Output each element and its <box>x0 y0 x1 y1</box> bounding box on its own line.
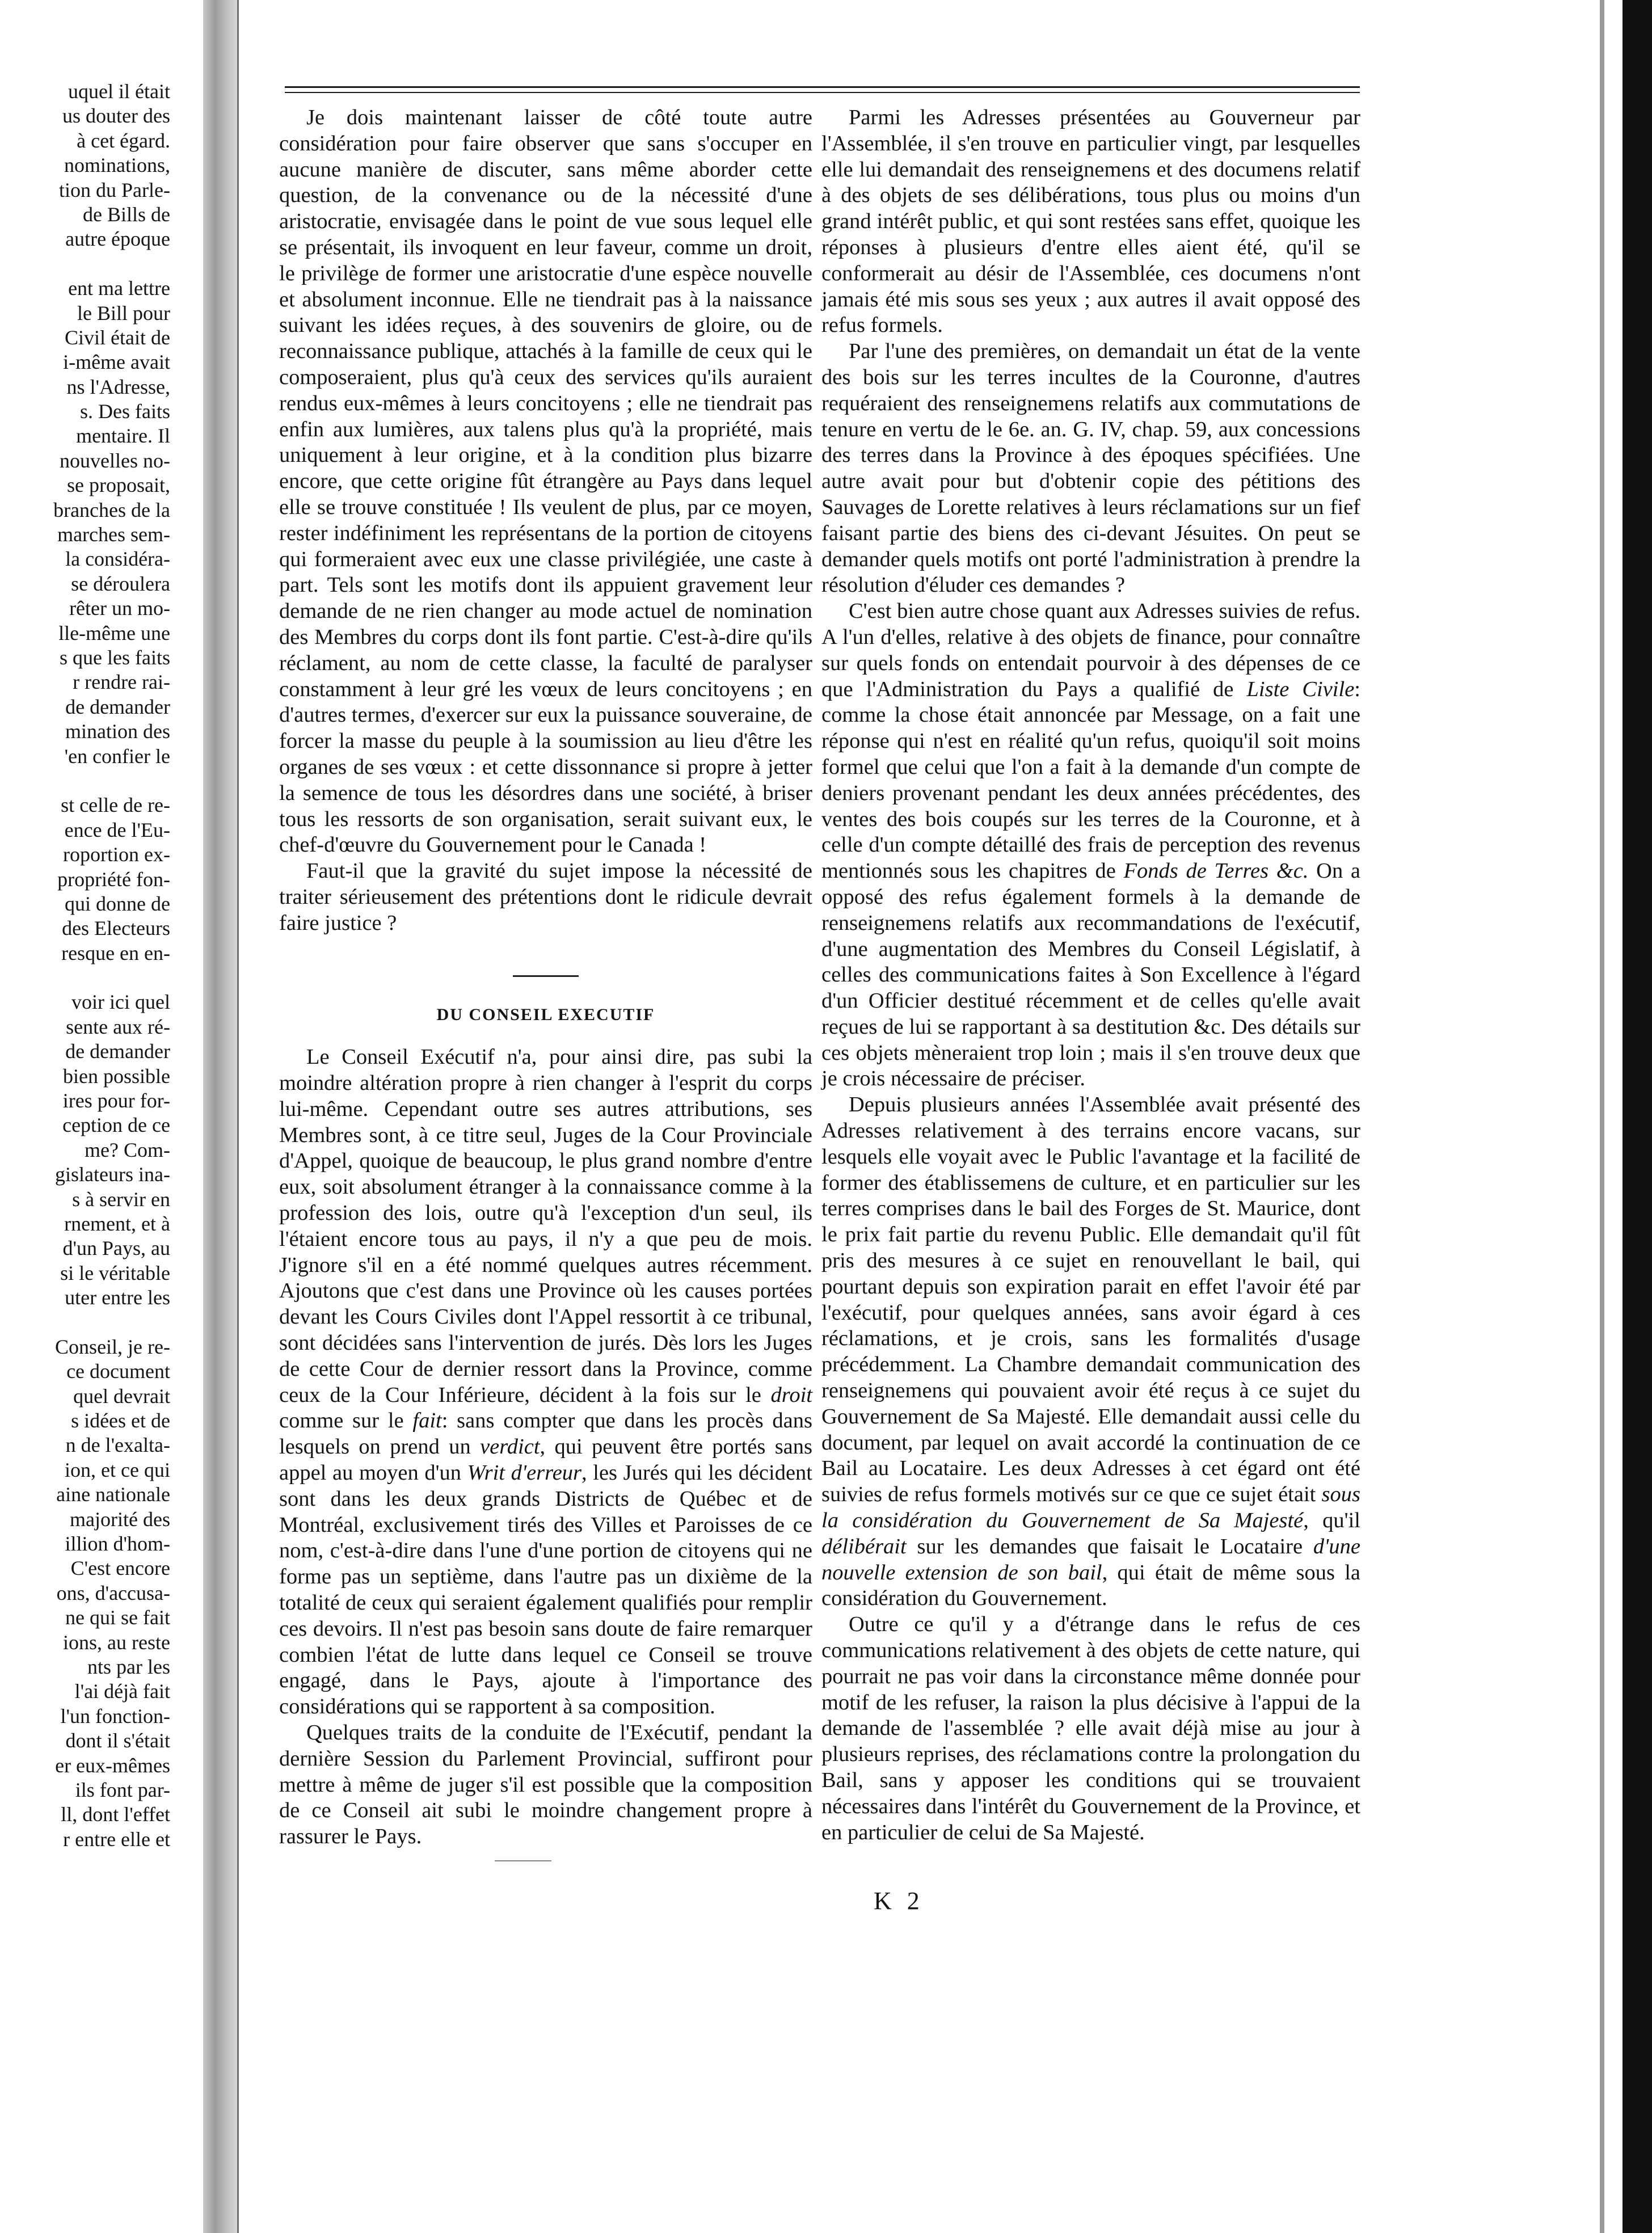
fragment-line: illion d'hom- <box>65 1532 170 1556</box>
fragment-line: le Bill pour <box>77 301 170 325</box>
fragment-line: mentaire. Il <box>76 424 170 448</box>
fragment-line: tion du Parle- <box>59 178 170 201</box>
paragraph-faut-il: Faut-il que la gravité du sujet impose la nécessité de traiter sérieusement des prétentions dont le ridicule devrait faire justice ? <box>279 859 812 935</box>
fragment-line: qui donne de <box>65 892 170 915</box>
paragraph-premieres: Par l'une des premières, on demandait un état de la vente des bois sur les terres incultes de la Couronne, d'autres requéraient des renseignemens relatifs aux commutations de tenure en vertu de le 6e. an. G. IV, chap. 59, aux concessions des terres dans la Province à des époques spécifiées. Une autre avait pour but d'obtenir copie des pétitions des Sauvages de Lorette relatives à leurs réclamations sur un fief faisant partie des biens des ci-devant Jésuites. On peut se demander quels motifs ont porté l'administration à prendre la résolution d'éluder ces demandes ? <box>821 339 1360 597</box>
fragment-line: ence de l'Eu- <box>64 818 170 841</box>
fragment-line: l'ai déjà fait <box>74 1680 170 1703</box>
fragment-line: rêter un mo- <box>69 597 170 620</box>
paragraph-refus: C'est bien autre chose quant aux Adresses suivies de refus. A l'un d'elles, relative à des objets de finance, pour connaître sur quels fonds on entendait pourvoir à des dépenses de ce que l'Administration du Pays a qualifié de Liste Civile: comme la chose était annoncée par Message, on a fait une réponse qui n'est en réalité qu'un refus, quoiqu'il soit moins formel que celui que l'on a fait à la demande d'un compte de deniers provenant pendant les deux années précédentes, des ventes des bois coupés sur les terres de la Couronne, et à celle d'un compte détaillé des frais de perception des revenus mentionnés sous les chapitres de Fonds de Terres &c. On a opposé des refus également formels à la demande de renseignemens relatifs aux recommandations de l'exécutif, d'une augmentation des Membres du Conseil Législatif, à celles des communications faites à Son Excellence à l'égard d'un Officier destitué récemment et de celles qu'elle avait reçues de lui se rapportant à sa destitution &c. Des détails sur ces objets mèneraient trop loin ; mais il s'en trouve deux que je crois nécessaire de préciser. <box>821 599 1360 1091</box>
section-divider <box>513 975 579 977</box>
fragment-line: ne qui se fait <box>65 1606 170 1629</box>
fragment-line: ce document <box>66 1360 170 1383</box>
paragraph-adresses: Parmi les Adresses présentées au Gouverneur par l'Assemblée, il s'en trouve en particulier vingt, par lesquelles elle lui demandait des renseignemens et des documens relatif à des objets de ses délibérations, tous plus ou moins d'un grand intérêt public, et qui sont restées sans effet, quoique les réponses à plusieurs d'entre elles aient été, qu'il se conformerait au désir de l'Assemblée, ces documens n'ont jamais été mis sous ses yeux ; aux autres il avait opposé des refus formels. <box>821 106 1360 338</box>
fragment-line <box>0 966 170 990</box>
text-column-left <box>279 105 812 1861</box>
fragment-line: s que les faits <box>60 646 170 669</box>
fragment-line: s. Des faits <box>80 400 170 423</box>
fragment-line: roportion ex- <box>63 843 170 866</box>
fragment-line: rnement, et à <box>64 1212 170 1235</box>
paragraph-conseil-executif: Le Conseil Exécutif n'a, pour ainsi dire, pas subi la moindre altération propre à rien changer à l'esprit du corps lui-même. Cependant outre ses autres attributions, ses Membres sont, à ce titre seul, Juges de la Cour Provinciale d'Appel, quoique de beaucoup, le plus grand nombre d'entre eux, soit absolument étranger à la connaissance comme à la profession des lois, outre qu'à l'exception d'un seul, ils l'étaient encore tous au pays, il n'y a que peu de mois. J'ignore s'il en a été nommé quelques autres récemment. Ajoutons que c'est dans une Province où les causes portées devant les Cours Civiles dont l'Appel ressortit à ce tribunal, sont décidées sans l'intervention de jurés. Dès lors les Juges de cette Cour de dernier ressort dans la Province, comme ceux de la Cour Inférieure, décident à la fois sur le droit comme sur le fait: sans compter que dans les procès dans lesquels on prend un verdict, qui peuvent être portés sans appel au moyen d'un Writ d'erreur, les Jurés qui les décident sont dans les deux grands Districts de Québec et de Montréal, exclusivement tirés des Villes et Paroisses de ce nom, c'est-à-dire dans l'une d'une portion de citoyens qui ne forme pas un septième, dans l'autre pas un dixième de la totalité de ceux qui seraient également qualifiés pour remplir ces devoirs. Il n'est pas besoin sans doute de faire remarquer combien l'état de lutte dans lequel ce Conseil se trouve engagé, dans le Pays, ajoute à l'importance des considérations qui se rapportent à sa composition. <box>279 1045 813 1719</box>
paragraph-terrains-vacans: Depuis plusieurs années l'Assemblée avait présenté des Adresses relativement à des terrains encore vacans, sur lesquels elle voyait avec le Public l'avantage et la facilité de former des établissemens de culture, et en particulier sur les terres comprises dans le bail des Forges de St. Maurice, dont le prix fait partie du revenu Public. Elle demandait qu'il fût pris des mesures à ce sujet en renouvellant le bail, qui pourtant depuis son expiration parait en effet l'avoir été par l'exécutif, pour quelques années, sans avoir égard à ces réclamations, et je crois, sans les formalités d'usage précédemment. La Chambre demandait communication des renseignemens qui pouvaient avoir été reçus à ce sujet du Gouvernement de Sa Majesté. Elle demandait aussi celle du document, par lequel on avait accordé la continuation de ce Bail au Locataire. Les deux Adresses à cet égard ont été suivies de refus formels motivés sur ce que ce sujet était sous la considération du Gouvernement de Sa Majesté, qu'il délibérait sur les demandes que faisait le Locataire d'une nouvelle extension de son bail, qui était de même sous la considération du Gouvernement. <box>821 1093 1360 1611</box>
fragment-line: r entre elle et <box>63 1827 170 1851</box>
fragment-line: l'un fonction- <box>60 1704 170 1728</box>
fragment-line: s à servir en <box>72 1187 170 1211</box>
fragment-line: ion, et ce qui <box>65 1458 170 1481</box>
fragment-line: Civil était de <box>65 326 170 349</box>
fragment-line: me? Com- <box>85 1138 170 1161</box>
fragment-line: n de l'exalta- <box>65 1434 170 1457</box>
fragment-line: ons, d'accusa- <box>56 1581 170 1604</box>
fragment-line: dont il s'était <box>65 1729 170 1752</box>
fragment-line: uter entre les <box>65 1286 170 1309</box>
fragment-line: r rendre rai- <box>73 671 170 694</box>
fragment-line: ll, dont l'effet <box>61 1803 170 1826</box>
header-rule <box>285 86 1360 93</box>
fragment-line: de Bills de <box>83 203 170 226</box>
fragment-line: nouvelles no- <box>60 449 170 472</box>
fragment-line: à cet égard. <box>77 129 170 152</box>
adjacent-page-fragment <box>0 79 170 1852</box>
fragment-line: marches sem- <box>57 523 170 546</box>
fragment-line: s idées et de <box>71 1409 170 1433</box>
fragment-line: ils font par- <box>75 1778 170 1801</box>
fragment-line: er eux-mêmes <box>55 1754 170 1777</box>
paragraph-quelques-traits: Quelques traits de la conduite de l'Exécutif, pendant la dernière Session du Parlement Provincial, suffiront pour mettre à même de juger s'il est possible que la composition de ce Conseil ait subi le moindre changement propre à rassurer le Pays. <box>279 1721 812 1849</box>
fragment-line: lle-même une <box>58 621 170 644</box>
fragment-line: propriété fon- <box>57 867 170 891</box>
fragment-line: ent ma lettre <box>68 277 170 300</box>
fragment-line: des Electeurs <box>62 917 170 940</box>
fragment-line: Conseil, je re- <box>55 1335 170 1358</box>
fragment-line <box>0 1311 170 1335</box>
fragment-line: autre époque <box>65 227 170 251</box>
fragment-line <box>0 252 170 276</box>
fragment-line: C'est encore <box>70 1557 170 1580</box>
fragment-line: mination des <box>65 720 170 743</box>
fragment-line: d'un Pays, au <box>62 1237 170 1260</box>
fragment-line: ires pour for- <box>62 1089 170 1113</box>
fragment-line: quel devrait <box>73 1384 170 1408</box>
fragment-line: ns l'Adresse, <box>66 375 170 398</box>
fragment-line: si le véritable <box>60 1261 170 1284</box>
fragment-line: st celle de re- <box>61 794 170 817</box>
fragment-line: us douter des <box>62 104 170 128</box>
scan-edge-border <box>1622 0 1652 2233</box>
fragment-line: branches de la <box>53 498 170 521</box>
fragment-line: bien possible <box>63 1064 170 1088</box>
fragment-line: aine nationale <box>56 1483 170 1506</box>
fragment-line: 'en confier le <box>64 744 170 768</box>
fragment-line: de demander <box>65 695 170 718</box>
fragment-line: majorité des <box>70 1507 170 1531</box>
paragraph-aristocratie: Je dois maintenant laisser de côté toute autre considération pour faire observer que sans s'occuper en aucune manière de discuter, sans même aborder cette question, de la convenance ou de la nécessité d'une aristocratie, envisagée dans le point de vue sous lequel elle se présentait, ils invoquent en leur faveur, comme un droit, le privilège de former une aristocratie d'une espèce nouvelle et absolument inconnue. Elle ne tiendrait pas à la naissance suivant les idées reçues, à des souvenirs de gloire, ou de reconnaissance publique, attachés à la famille de ceux qui le composeraient, plus qu'à ceux des services qu'ils auraient rendus eux-mêmes à leurs concitoyens ; elle ne tiendrait pas enfin aux lumières, aux talens plus qu'à la propriété, mais uniquement à leur origine, et à la condition plus bizarre encore, que cette origine fût étrangère au Pays dans lequel elle se trouve constituée ! Ils veulent de plus, par ce moyen, rester indéfiniment les représentans de la portion de citoyens qui formeraient avec eux une classe privilégiée, une caste à part. Tels sont les motifs dont ils appuient gravement leur demande de ne rien changer au mode actuel de nomination des Membres du corps dont ils font partie. C'est-à-dire qu'ils réclament, au nom de cette classe, la faculté de paralyser constamment à leur gré les vœux de leurs concitoyens ; en d'autres termes, d'exercer sur eux la puissance souveraine, de forcer la masse du peuple à la soumission au lieu d'être les organes de ses vœux : et cette dissonnance si propre à jetter la semence de tous les désordres dans une société, à briser tous les ressorts de son organisation, serait suivant eux, le chef-d'œuvre du Gouvernement pour le Canada ! <box>279 106 812 857</box>
fragment-line: uquel il était <box>68 80 170 103</box>
fragment-line: nominations, <box>64 154 170 177</box>
section-heading: DU CONSEIL EXECUTIF <box>436 1005 655 1024</box>
fragment-line: resque en en- <box>61 941 170 964</box>
fragment-line: la considéra- <box>65 547 170 571</box>
fragment-line <box>0 769 170 793</box>
fragment-line: gislateurs ina- <box>55 1163 170 1186</box>
fragment-line: voir ici quel <box>71 991 170 1014</box>
paragraph-outre: Outre ce qu'il y a d'étrange dans le refus de ces communications relativement à des objets de cette nature, qui pourrait ne pas voir dans la circonstance même donnée pour motif de les refuser, la raison la plus décisive à l'appui de la demande de l'assemblée ? elle avait déjà mise au jour à plusieurs reprises, des réclamations contre la prolongation du Bail, sans y apposer les conditions qui se trouvaient nécessaires dans l'intérêt du Gouvernement de la Province, et en particulier de celui de Sa Majesté. <box>821 1612 1360 1844</box>
page-gutter-shadow <box>203 0 237 2233</box>
fragment-line: i-même avait <box>63 351 170 374</box>
fragment-line: ions, au reste <box>63 1630 170 1654</box>
page-edge-line <box>1600 0 1604 2233</box>
fragment-line: sente aux ré- <box>66 1015 170 1038</box>
fragment-line: nts par les <box>87 1655 170 1678</box>
fragment-line: ception de ce <box>62 1114 170 1137</box>
fragment-line: se proposait, <box>67 474 170 497</box>
column-end-rule <box>495 1860 551 1861</box>
fragment-line: se déroulera <box>71 572 170 595</box>
signature-mark: K 2 <box>874 1887 924 1915</box>
fragment-line: de demander <box>65 1040 170 1063</box>
gutter-line <box>237 0 239 2233</box>
text-column-right <box>821 105 1360 1846</box>
